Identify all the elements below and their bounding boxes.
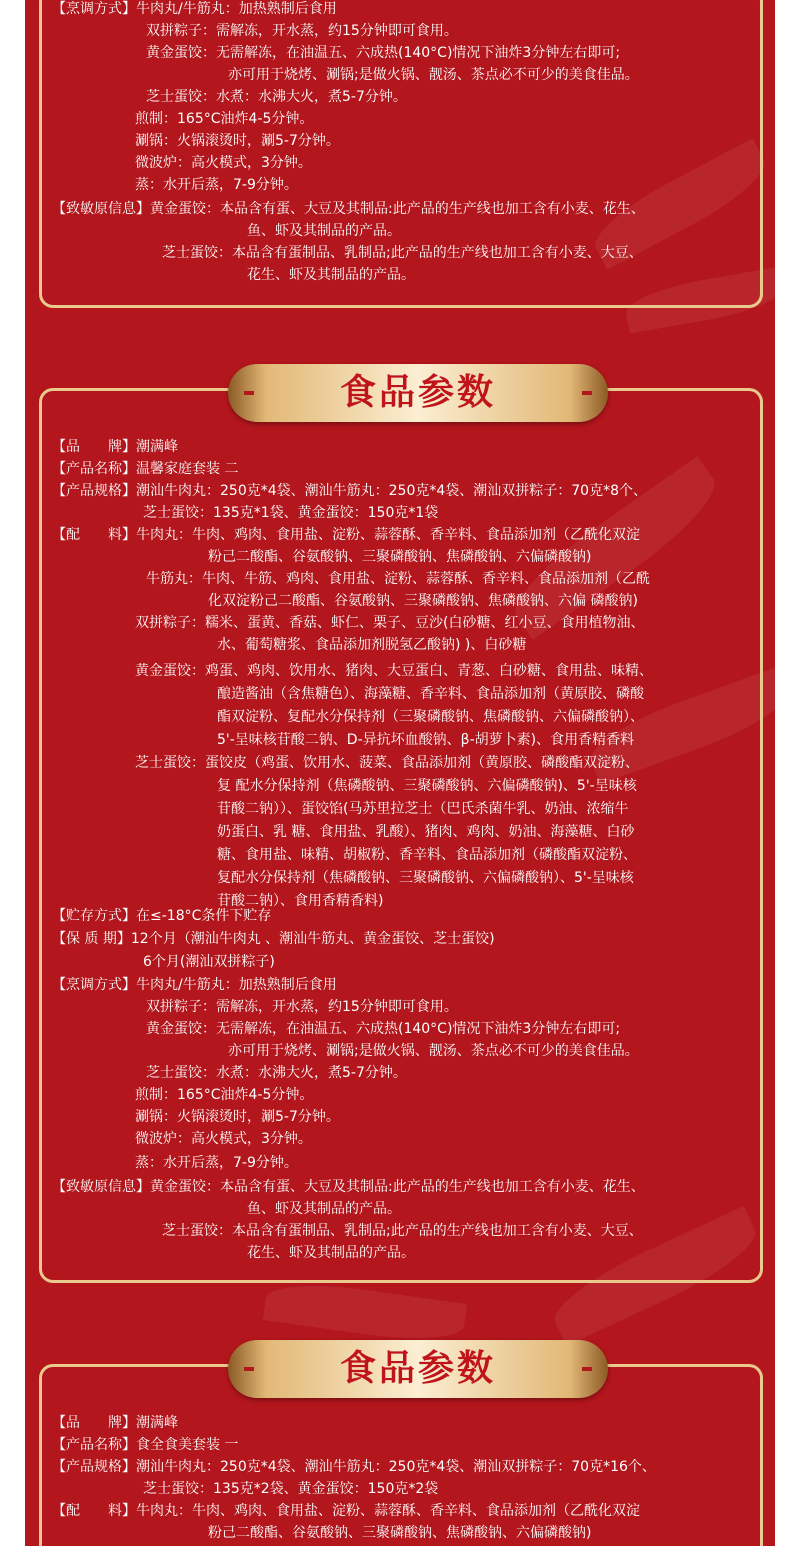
- param-line: 煎制：165°C油炸4-5分钟。: [135, 1087, 314, 1103]
- param-line: 微波炉：高火模式，3分钟。: [135, 155, 312, 171]
- param-line: 奶蛋白、乳 糖、食用盐、乳酸）、猪肉、鸡肉、奶油、海藻糖、白砂: [217, 824, 635, 840]
- param-line: 双拼粽子：糯米、蛋黄、香菇、虾仁、栗子、豆沙(白砂糖、红小豆、食用植物油、: [135, 615, 645, 631]
- param-line: 水、葡萄糖浆、食品添加剂脱氢乙酸钠) )、白砂糖: [217, 637, 527, 653]
- param-line: 苷酸二钠））、蛋饺馅(马苏里拉芝士（巴氏杀菌牛乳、奶油、浓缩牛: [217, 801, 629, 817]
- param-line: 亦可用于烧烤、涮锅;是做火锅、靓汤、茶点必不可少的美食佳品。: [228, 1043, 639, 1059]
- param-line: 【致敏原信息】黄金蛋饺：本品含有蛋、大豆及其制品:此产品的生产线也加工含有小麦、花生、: [52, 1179, 645, 1195]
- param-line: 黄金蛋饺：鸡蛋、鸡肉、饮用水、猪肉、大豆蛋白、青葱、白砂糖、食用盐、味精、: [135, 663, 653, 679]
- section-banner: 食品参数: [228, 1340, 608, 1398]
- param-line: 粉己二酸酯、谷氨酸钠、三聚磷酸钠、焦磷酸钠、六偏磷酸钠): [208, 549, 592, 565]
- param-line: 亦可用于烧烤、涮锅;是做火锅、靓汤、茶点必不可少的美食佳品。: [228, 67, 639, 83]
- param-line: 复配水分保持剂（焦磷酸钠、三聚磷酸钠、六偏磷酸钠）、5'-呈味核: [217, 870, 634, 886]
- section-banner: 食品参数: [228, 364, 608, 422]
- param-line: 涮锅：火锅滚烫时，涮5-7分钟。: [135, 1109, 340, 1125]
- param-line: 蒸：水开后蒸，7-9分钟。: [135, 1155, 298, 1171]
- param-line: 【烹调方式】牛肉丸/牛筋丸：加热熟制后食用: [52, 977, 337, 993]
- param-line: 5'-呈味核苷酸二钠、D-异抗坏血酸钠、β-胡萝卜素)、食用香精香料: [217, 732, 635, 748]
- param-line: 芝士蛋饺：水煮：水沸大火，煮5-7分钟。: [146, 89, 407, 105]
- param-line: 【配 料】牛肉丸：牛肉、鸡肉、食用盐、淀粉、蒜蓉酥、香辛料、食品添加剂（乙酰化双淀: [52, 527, 640, 543]
- param-line: 花生、虾及其制品的产品。: [247, 267, 415, 283]
- param-line: 黄金蛋饺：无需解冻，在油温五、六成热(140°C)情况下油炸3分钟左右即可;: [146, 1021, 621, 1037]
- param-line: 芝士蛋饺：135克*1袋、黄金蛋饺：150克*1袋: [143, 505, 439, 521]
- product-info-page: [25, 0, 775, 1546]
- param-line: 复 配水分保持剂（焦磷酸钠、三聚磷酸钠、六偏磷酸钠)、5'-呈味核: [217, 778, 637, 794]
- param-line: 蒸：水开后蒸，7-9分钟。: [135, 177, 298, 193]
- param-line: 酿造酱油（含焦糖色）、海藻糖、香辛料、食品添加剂（黄原胶、磷酸: [217, 686, 644, 702]
- param-line: 芝士蛋饺：水煮：水沸大火，煮5-7分钟。: [146, 1065, 407, 1081]
- param-line: 苷酸二钠）、食用香精香料): [217, 893, 384, 909]
- param-line: 双拼粽子：需解冻，开水蒸，约15分钟即可食用。: [146, 23, 458, 39]
- param-line: 化双淀粉己二酸酯、谷氨酸钠、三聚磷酸钠、焦磷酸钠、六偏 磷酸钠): [208, 593, 638, 609]
- param-line: 芝士蛋饺：蛋饺皮（鸡蛋、饮用水、菠菜、食品添加剂（黄原胶、磷酸酯双淀粉、: [135, 755, 639, 771]
- param-line: 芝士蛋饺：本品含有蛋制品、乳制品;此产品的生产线也加工含有小麦、大豆、: [162, 1223, 643, 1239]
- param-line: 【配 料】牛肉丸：牛肉、鸡肉、食用盐、淀粉、蒜蓉酥、香辛料、食品添加剂（乙酰化双淀: [52, 1503, 640, 1519]
- param-line: 涮锅：火锅滚烫时，涮5-7分钟。: [135, 133, 340, 149]
- param-line: 【保 质 期】12个月（潮汕牛肉丸 、潮汕牛筋丸、黄金蛋饺、芝士蛋饺): [52, 931, 495, 947]
- param-line: 牛筋丸：牛肉、牛筋、鸡肉、食用盐、淀粉、蒜蓉酥、香辛料、食品添加剂（乙酰: [146, 571, 650, 587]
- param-line: 黄金蛋饺：无需解冻，在油温五、六成热(140°C)情况下油炸3分钟左右即可;: [146, 45, 621, 61]
- param-line: 【产品规格】潮汕牛肉丸：250克*4袋、潮汕牛筋丸：250克*4袋、潮汕双拼粽子：70克*16个、: [52, 1459, 656, 1475]
- param-line: 双拼粽子：需解冻，开水蒸，约15分钟即可食用。: [146, 999, 458, 1015]
- param-line: 花生、虾及其制品的产品。: [247, 1245, 415, 1261]
- param-line: 6个月(潮汕双拼粽子): [143, 954, 275, 970]
- param-line: 煎制：165°C油炸4-5分钟。: [135, 111, 314, 127]
- param-line: 芝士蛋饺：本品含有蛋制品、乳制品;此产品的生产线也加工含有小麦、大豆、: [162, 245, 643, 261]
- param-line: 【品 牌】潮满峰: [52, 439, 178, 455]
- param-line: 鱼、虾及其制品的产品。: [247, 1201, 401, 1217]
- param-line: 【烹调方式】牛肉丸/牛筋丸：加热熟制后食用: [52, 1, 337, 17]
- param-line: 【产品规格】潮汕牛肉丸：250克*4袋、潮汕牛筋丸：250克*4袋、潮汕双拼粽子：70克*8个、: [52, 483, 647, 499]
- bamboo-leaf-decoration: [263, 1276, 467, 1347]
- param-line: 【贮存方式】在≤-18°C条件下贮存: [52, 908, 272, 924]
- param-line: 芝士蛋饺：135克*2袋、黄金蛋饺：150克*2袋: [143, 1481, 439, 1497]
- param-line: 微波炉：高火模式，3分钟。: [135, 1131, 312, 1147]
- param-line: 【致敏原信息】黄金蛋饺：本品含有蛋、大豆及其制品:此产品的生产线也加工含有小麦、花生、: [52, 201, 645, 217]
- param-line: 【产品名称】温馨家庭套装 二: [52, 461, 239, 477]
- param-line: 鱼、虾及其制品的产品。: [247, 223, 401, 239]
- param-line: 粉己二酸酯、谷氨酸钠、三聚磷酸钠、焦磷酸钠、六偏磷酸钠): [208, 1525, 592, 1541]
- param-line: 【产品名称】食全食美套装 一: [52, 1437, 239, 1453]
- param-line: 【品 牌】潮满峰: [52, 1415, 178, 1431]
- param-line: 糖、食用盐、味精、胡椒粉、香辛料、食品添加剂（磷酸酯双淀粉、: [217, 847, 637, 863]
- param-line: 酯双淀粉、复配水分保持剂（三聚磷酸钠、焦磷酸钠、六偏磷酸钠）、: [217, 709, 644, 725]
